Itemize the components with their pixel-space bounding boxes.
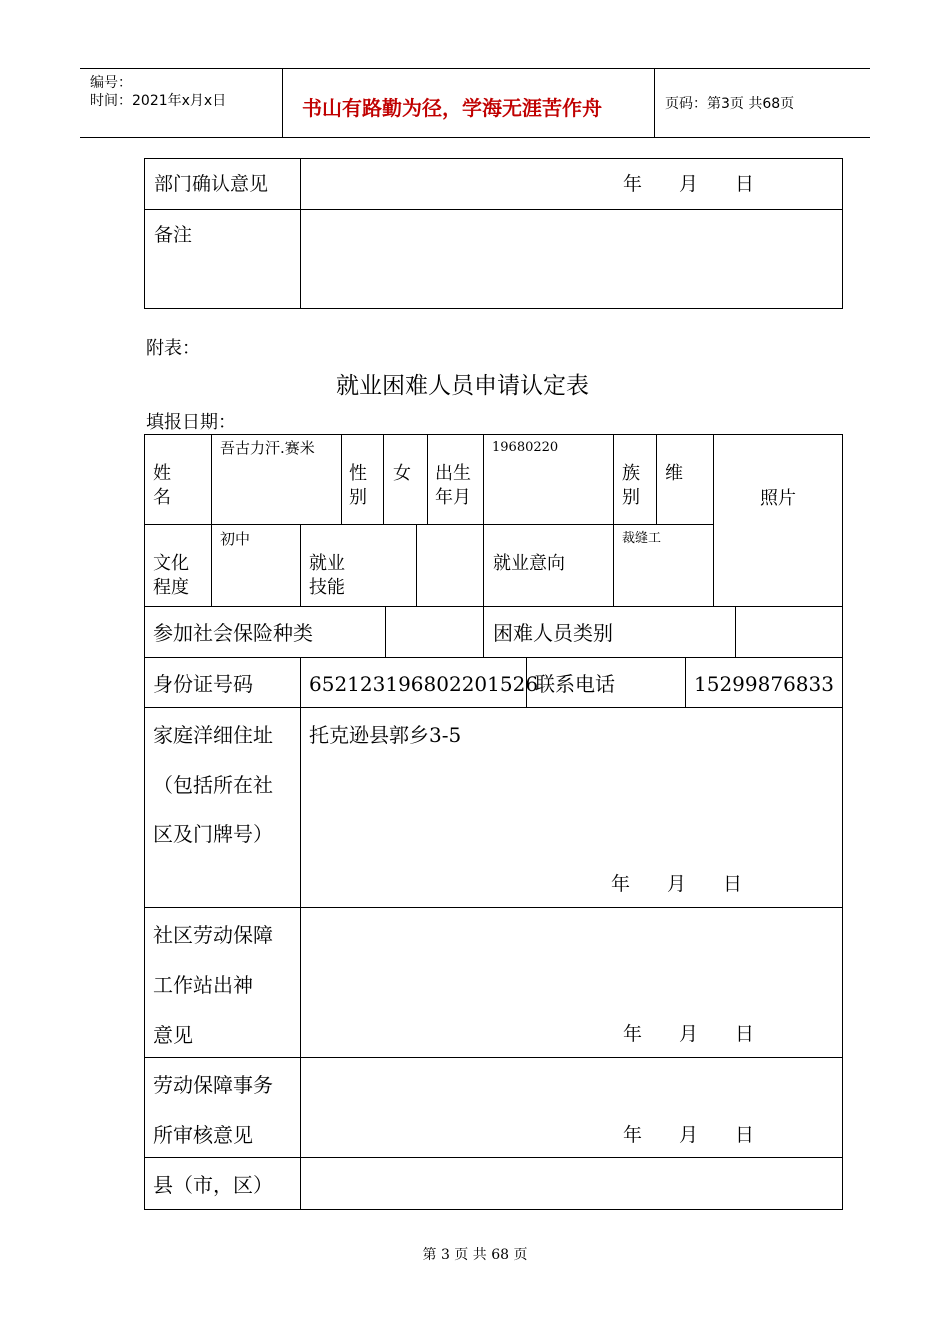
address-value: 托克逊县郭乡3-5 xyxy=(309,723,462,747)
doc-number-label: 编号： xyxy=(90,75,132,91)
photo-label: 照片 xyxy=(760,488,796,509)
address-date-day: 日 xyxy=(723,873,743,895)
difficulty-category-label: 困难人员类别 xyxy=(493,621,613,645)
fill-date-label: 填报日期： xyxy=(146,412,236,433)
address-label-3: 区及门牌号） xyxy=(153,822,273,846)
office-review-label-1: 劳动保障事务 xyxy=(153,1073,273,1097)
dept-date-year: 年 xyxy=(623,173,643,195)
ethnic-label-2: 别 xyxy=(622,487,640,508)
community-opinion-label-2: 工作站出神 xyxy=(153,973,253,997)
page-footer: 第 3 页 共 68 页 xyxy=(422,1247,528,1263)
phone-label: 联系电话 xyxy=(535,672,615,696)
header-left-cell xyxy=(80,69,283,137)
address-label-1: 家庭洋细住址 xyxy=(153,723,273,747)
insurance-type-label: 参加社会保险种类 xyxy=(153,621,313,645)
phone-value: 15299876833 xyxy=(694,672,834,696)
remark-label: 备注 xyxy=(154,224,193,246)
office-date-month: 月 xyxy=(679,1124,699,1146)
skill-label-2: 技能 xyxy=(309,577,345,598)
address-label-2: （包括所在社 xyxy=(153,773,273,797)
dept-confirm-label: 部门确认意见 xyxy=(154,173,269,195)
employment-intent-label: 就业意向 xyxy=(493,553,565,574)
page-header xyxy=(80,68,870,138)
appendix-label: 附表： xyxy=(146,338,200,359)
birth-label-2: 年月 xyxy=(435,487,471,508)
id-number-label: 身份证号码 xyxy=(153,672,253,696)
education-label-1: 文化 xyxy=(153,553,189,574)
community-date-month: 月 xyxy=(679,1023,699,1045)
office-date-day: 日 xyxy=(735,1124,755,1146)
id-number-value: 652123196802201526 xyxy=(309,672,539,696)
employment-intent-value: 裁缝工 xyxy=(622,531,662,546)
address-date-year: 年 xyxy=(611,873,631,895)
form-title: 就业困难人员申请认定表 xyxy=(336,373,589,399)
education-label-2: 程度 xyxy=(153,577,189,598)
community-opinion-label-3: 意见 xyxy=(153,1023,193,1047)
office-date-year: 年 xyxy=(623,1124,643,1146)
gender-value: 女 xyxy=(393,463,411,484)
name-label-1: 姓 xyxy=(153,463,171,484)
doc-time-label: 时间：2021年x月x日 xyxy=(90,93,227,109)
community-opinion-label-1: 社区劳动保障 xyxy=(153,923,273,947)
header-motto-cell xyxy=(282,69,655,137)
address-date-month: 月 xyxy=(667,873,687,895)
ethnic-value: 维 xyxy=(665,463,683,484)
name-value: 吾古力汗.赛米 xyxy=(220,439,315,457)
community-date-day: 日 xyxy=(735,1023,755,1045)
header-page-cell xyxy=(655,69,870,137)
skill-label-1: 就业 xyxy=(309,553,345,574)
county-label: 县（市，区） xyxy=(153,1173,273,1197)
top-table xyxy=(144,158,843,309)
application-form-table xyxy=(144,434,843,1210)
dept-date-day: 日 xyxy=(735,173,755,195)
community-date-year: 年 xyxy=(623,1023,643,1045)
birth-value: 19680220 xyxy=(492,440,559,455)
header-page-info: 页码：第3页 共68页 xyxy=(665,96,795,112)
office-review-label-2: 所审核意见 xyxy=(153,1123,253,1147)
name-label-2: 名 xyxy=(153,487,171,508)
ethnic-label-1: 族 xyxy=(622,463,640,484)
birth-label-1: 出生 xyxy=(435,463,471,484)
header-motto: 书山有路勤为径，学海无涯苦作舟 xyxy=(302,96,602,120)
gender-label-2: 别 xyxy=(349,487,367,508)
dept-date-month: 月 xyxy=(679,173,699,195)
gender-label-1: 性 xyxy=(349,463,367,484)
education-value: 初中 xyxy=(220,530,251,548)
